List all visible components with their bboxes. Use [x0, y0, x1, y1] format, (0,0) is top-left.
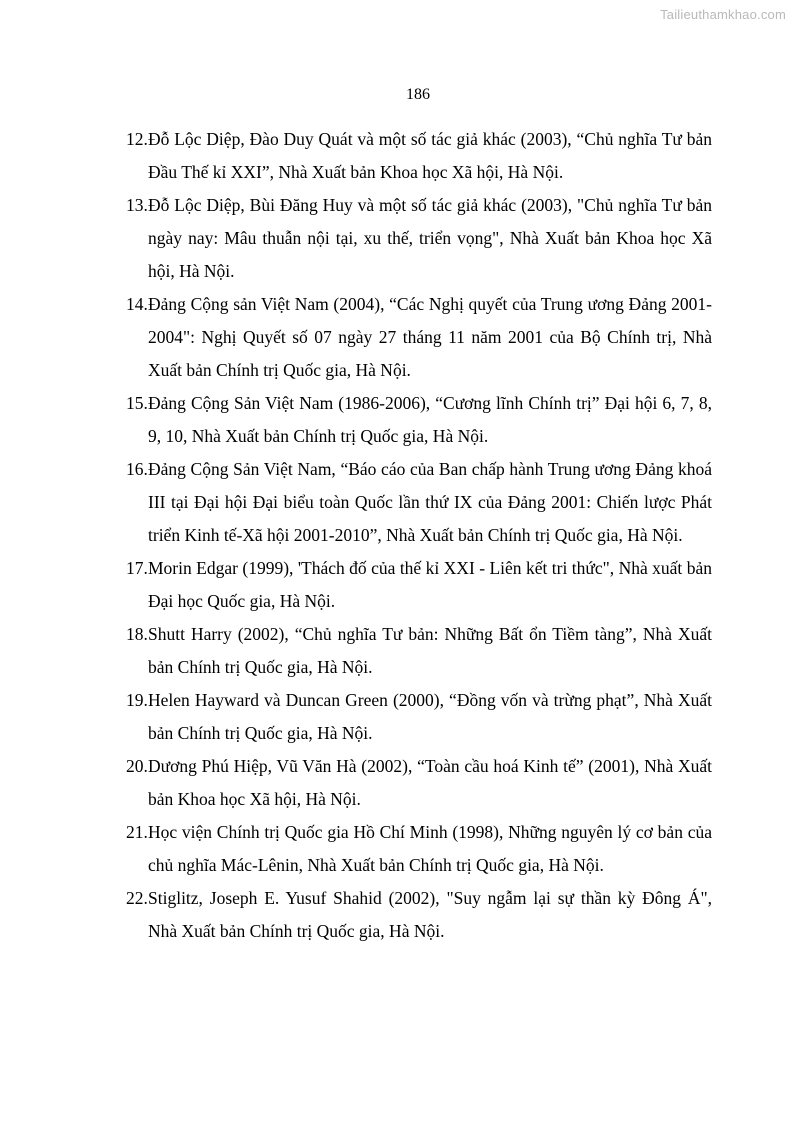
reference-text: Shutt Harry (2002), “Chủ nghĩa Tư bản: Những Bất ổn Tiềm tàng”, Nhà Xuất bản Chính trị Quốc gia, Hà Nội. — [148, 624, 712, 677]
reference-text: Đảng Cộng Sản Việt Nam (1986-2006), “Cương lĩnh Chính trị” Đại hội 6, 7, 8, 9, 10, Nhà Xuất bản Chính trị Quốc gia, Hà Nội. — [148, 393, 712, 446]
reference-text: Đỗ Lộc Diệp, Đào Duy Quát và một số tác giả khác (2003), “Chủ nghĩa Tư bản Đầu Thế kỉ XXI”, Nhà Xuất bản Khoa học Xã hội, Hà Nội. — [148, 129, 712, 182]
reference-number: 17. — [126, 558, 148, 578]
reference-text: Stiglitz, Joseph E. Yusuf Shahid (2002), "Suy ngẫm lại sự thần kỳ Đông Á", Nhà Xuất bản Chính trị Quốc gia, Hà Nội. — [148, 888, 712, 941]
reference-text: Đảng Cộng Sản Việt Nam, “Báo cáo của Ban chấp hành Trung ương Đảng khoá III tại Đại hội Đại biểu toàn Quốc lần thứ IX của Đảng 2001: Chiến lược Phát triển Kinh tế-Xã hội 2001-2010”, Nhà Xuất bản Chính trị Quốc gia, Hà Nội. — [148, 459, 712, 545]
reference-text: Học viện Chính trị Quốc gia Hồ Chí Minh (1998), Những nguyên lý cơ bản của chủ nghĩa Mác-Lênin, Nhà Xuất bản Chính trị Quốc gia, Hà Nội. — [148, 822, 712, 875]
reference-text: Morin Edgar (1999), 'Thách đố của thế kỉ XXI - Liên kết tri thức", Nhà xuất bản Đại học Quốc gia, Hà Nội. — [148, 558, 712, 611]
reference-item — [126, 552, 712, 618]
reference-number: 12. — [126, 129, 148, 149]
reference-item — [126, 750, 712, 816]
page-number: 186 — [406, 86, 430, 103]
reference-list — [126, 123, 712, 948]
reference-item — [126, 684, 712, 750]
reference-number: 20. — [126, 756, 148, 776]
reference-item — [126, 387, 712, 453]
reference-item — [126, 453, 712, 552]
reference-number: 19. — [126, 690, 148, 710]
reference-number: 16. — [126, 459, 148, 479]
reference-number: 13. — [126, 195, 148, 215]
reference-item — [126, 288, 712, 387]
reference-text: Đỗ Lộc Diệp, Bùi Đăng Huy và một số tác giả khác (2003), "Chủ nghĩa Tư bản ngày nay: Mâu thuẫn nội tại, xu thế, triển vọng", Nhà Xuất bản Khoa học Xã hội, Hà Nội. — [148, 195, 712, 281]
reference-item — [126, 189, 712, 288]
reference-number: 15. — [126, 393, 148, 413]
reference-item — [126, 882, 712, 948]
reference-number: 22. — [126, 888, 148, 908]
reference-number: 14. — [126, 294, 148, 314]
reference-text: Dương Phú Hiệp, Vũ Văn Hà (2002), “Toàn cầu hoá Kinh tế” (2001), Nhà Xuất bản Khoa học Xã hội, Hà Nội. — [148, 756, 712, 809]
reference-text: Đảng Cộng sản Việt Nam (2004), “Các Nghị quyết của Trung ương Đảng 2001-2004": Nghị Quyết số 07 ngày 27 tháng 11 năm 2001 của Bộ Chính trị, Nhà Xuất bản Chính trị Quốc gia, Hà Nội. — [148, 294, 712, 380]
reference-item — [126, 123, 712, 189]
reference-number: 18. — [126, 624, 148, 644]
reference-text: Helen Hayward và Duncan Green (2000), “Đồng vốn và trừng phạt”, Nhà Xuất bản Chính trị Quốc gia, Hà Nội. — [148, 690, 712, 743]
reference-number: 21. — [126, 822, 148, 842]
watermark: Tailieuthamkhao.com — [660, 7, 786, 22]
reference-item — [126, 816, 712, 882]
reference-item — [126, 618, 712, 684]
